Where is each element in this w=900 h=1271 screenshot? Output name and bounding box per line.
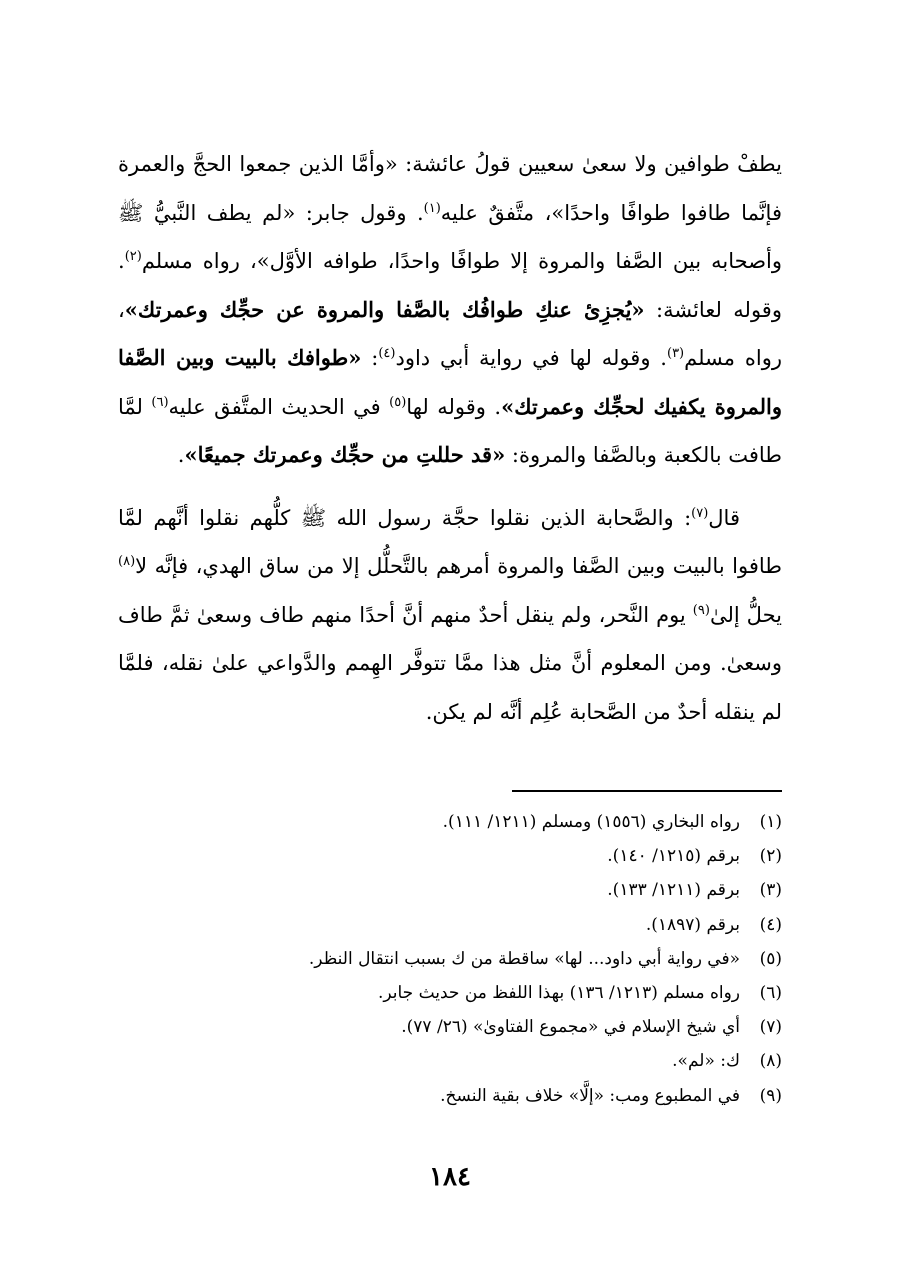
footnote-item bbox=[118, 839, 782, 873]
text-segment: في الحديث المتَّفق عليه bbox=[168, 394, 390, 419]
footnote-text: برقم (١٨٩٧). bbox=[645, 914, 740, 935]
text-segment: يوم النَّحر، ولم ينقل أحدٌ منهم أنَّ أحدًا منهم طاف وسعىٰ ثمَّ طاف وسعىٰ. ومن المعلوم أنَّ مثل هذا ممَّا تتوفَّر الهِمم والدَّواعي علىٰ نقله، فلمَّا لم ينقله أحدٌ من الصَّحابة عُلِم أنَّه لم يكن. bbox=[118, 602, 782, 724]
footnote-ref: (٤) bbox=[378, 346, 396, 361]
footnote-ref: (٢) bbox=[124, 249, 142, 264]
text-segment: ، رواه مسلم bbox=[118, 297, 782, 370]
footnote-text: رواه مسلم (١٢١٣/ ١٣٦) بهذا اللفظ من حديث جابر. bbox=[377, 983, 740, 1004]
text-segment: . وقوله لعائشة: bbox=[118, 249, 782, 322]
footnote-number: (٦) bbox=[759, 983, 782, 1004]
footnote-separator bbox=[512, 790, 782, 792]
text-segment: . وقول جابر: «لم يطف النَّبيُّ ﷺ وأصحابه بين الصَّفا والمروة إلا طوافًا واحدًا، طوافه الأوَّل»، رواه مسلم bbox=[118, 200, 782, 273]
hadith-quote-bold: «يُجزِئ عنكِ طوافُك بالصَّفا والمروة عن حجِّك وعمرتك» bbox=[124, 296, 645, 322]
footnote-ref: (٥) bbox=[389, 394, 407, 410]
footnote-text: «في رواية أبي داود... لها» ساقطة من ك بسبب انتقال النظر. bbox=[308, 948, 740, 969]
footnote-item bbox=[118, 1079, 782, 1113]
footnote-item bbox=[118, 873, 782, 907]
footnote-item bbox=[118, 908, 782, 942]
hadith-quote-bold: «طوافك بالبيت وبين الصَّفا والمروة يكفيك لحجِّك وعمرتك» bbox=[118, 345, 782, 419]
text-segment: : bbox=[361, 346, 379, 370]
footnote-number: (٧) bbox=[759, 1017, 782, 1038]
paragraph-1 bbox=[118, 140, 782, 480]
footnote-item bbox=[118, 805, 782, 839]
footnote-text: في المطبوع ومب: «إلَّا» خلاف بقية النسخ. bbox=[440, 1085, 740, 1106]
hadith-quote-bold: «قد حللتِ من حجِّك وعمرتك جميعًا» bbox=[184, 442, 506, 467]
text-segment: لمَّا طافت بالكعبة وبالصَّفا والمروة: bbox=[118, 394, 782, 467]
footnote-number: (٣) bbox=[759, 880, 782, 901]
text-segment: يطفْ طوافين ولا سعىٰ سعيين قولُ عائشة: «وأمَّا الذين جمعوا الحجَّ والعمرة فإنَّما طافوا طوافًا واحدًا»، متَّفقٌ عليه bbox=[118, 152, 782, 225]
page-number: ١٨٤ bbox=[429, 1162, 471, 1192]
footnotes-list bbox=[118, 805, 782, 1113]
text-segment: : والصَّحابة الذين نقلوا حجَّة رسول الله ﷺ كلُّهم نقلوا أنَّهم لمَّا طافوا بالبيت وبين الصَّفا والمروة أمرهم بالتَّحلُّل إلا من ساق الهدي، فإنَّه لا bbox=[118, 505, 782, 578]
footnote-item bbox=[118, 1044, 782, 1078]
text-segment: . bbox=[177, 443, 185, 467]
footnote-ref: (٣) bbox=[666, 346, 685, 361]
footnote-item bbox=[118, 976, 782, 1010]
footnote-number: (١) bbox=[759, 812, 782, 832]
footnote-item bbox=[118, 1010, 782, 1044]
footnote-number: (٩) bbox=[759, 1085, 782, 1106]
footnote-text: برقم (١٢١٥/ ١٤٠). bbox=[607, 846, 740, 867]
footnote-text: برقم (١٢١١/ ١٣٣). bbox=[607, 880, 740, 901]
footnote-number: (٨) bbox=[759, 1051, 782, 1072]
footnote-text: رواه البخاري (١٥٥٦) ومسلم (١٢١١/ ١١١). bbox=[442, 812, 740, 832]
footnote-ref: (٩) bbox=[692, 602, 710, 618]
footnote-text: أي شيخ الإسلام في «مجموع الفتاوىٰ» (٢٦/ ٧٧). bbox=[401, 1017, 740, 1038]
footnote-text: ك: «لم». bbox=[672, 1051, 740, 1072]
footnote-number: (٥) bbox=[759, 948, 782, 969]
footnote-number: (٤) bbox=[759, 914, 782, 935]
footnote-ref: (٦) bbox=[151, 394, 169, 410]
text-segment: . وقوله لها bbox=[406, 394, 502, 419]
main-text bbox=[118, 140, 782, 736]
text-segment: . وقوله لها في رواية أبي داود bbox=[395, 346, 667, 370]
footnote-ref: (١) bbox=[423, 200, 441, 216]
paragraph-2 bbox=[118, 494, 782, 737]
footnote-ref: (٨) bbox=[118, 554, 136, 569]
text-segment: قال bbox=[708, 505, 740, 530]
footnote-ref: (٧) bbox=[691, 505, 709, 521]
footnote-item bbox=[118, 942, 782, 976]
text-segment: يحلُّ إلىٰ bbox=[709, 602, 782, 627]
footnote-number: (٢) bbox=[759, 846, 782, 867]
